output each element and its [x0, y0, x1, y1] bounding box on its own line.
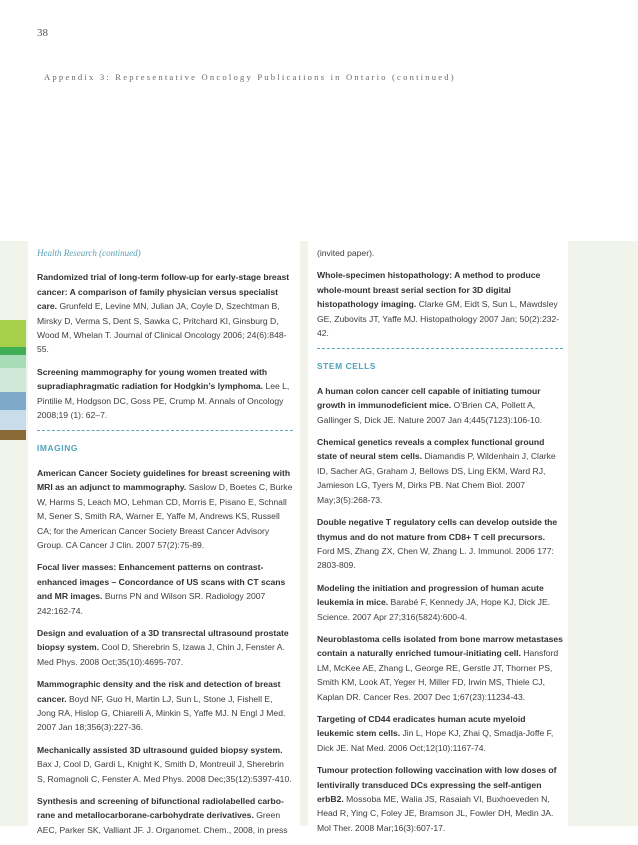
- citation-title: Neuroblastoma cells isolated from bone marrow metastases contain a naturally enriched tumour-initiating cell.: [317, 633, 563, 659]
- citation-title: Tumour protection following vaccination with low doses of lentivirally transduced DCs expressing the self-antigen erbB2.: [317, 765, 557, 804]
- citation-title: Modeling the initiation and progression of human acute leukemia in mice.: [317, 582, 544, 608]
- citation-reference: Cool D, Sherebrin S, Izawa J, Chin J, Fenster A. Med Phys. 2008 Oct;35(10):4695-707.: [37, 642, 285, 667]
- citation-reference: Clarke GM, Eidt S, Sun L, Mawdsley GE, Zubovits JT, Yaffe MJ. Histopathology 2007 Jan; 50(2):232-42.: [317, 299, 560, 339]
- citation-title: Focal liver masses: Enhancement patterns on contrast-enhanced images – Concordance of US scans with CT scans and MR images.: [37, 562, 286, 602]
- citation-title: Design and evaluation of a 3D transrectal ultrasound prostate biopsy system.: [37, 627, 289, 653]
- citation-title: Mechanically assisted 3D ultrasound guided biopsy system.: [37, 744, 283, 755]
- divider: [317, 348, 563, 349]
- citation-entry: [37, 626, 293, 669]
- citation-entry: [317, 268, 563, 340]
- citation-entry: [37, 466, 293, 552]
- continuation-text: (invited paper).: [317, 248, 375, 258]
- citation-title: Whole-specimen histopathology: A method to produce whole-mount breast serial section for 3D digital histopathology imaging.: [317, 270, 541, 310]
- section-heading-stem-cells: STEM CELLS: [317, 361, 377, 372]
- citation-reference: Barabé F, Kennedy JA, Hope KJ, Dick JE. Science. 2007 Apr 27;316(5824):600-4.: [317, 597, 551, 622]
- left-column: [37, 246, 293, 845]
- citation-title: A human colon cancer cell capable of initiating tumour growth in immunodeficient mice.: [317, 385, 541, 411]
- right-entries-b: [317, 384, 563, 835]
- citation-title: Randomized trial of long-term follow-up for early-stage breast cancer: A comparison of family physician versus specialist care.: [37, 272, 290, 312]
- citation-entry: [37, 794, 293, 837]
- citation-title: Synthesis and screening of bifunctional radiolabelled carbo-rane and metallocarborane-carbohydrate derivatives.: [37, 796, 284, 821]
- citation-entry: [37, 560, 293, 618]
- color-stripe-lightgreen: [0, 355, 26, 368]
- citation-entry: [317, 581, 563, 624]
- citation-entry: [37, 270, 293, 356]
- citation-reference: Boyd NF, Guo H, Martin LJ, Sun L, Stone J, Fishell E, Jong RA, Hislop G, Chiarelli A, Minkin S, Yaffe MJ. N Engl J Med. 2007 Jan 18;356(3):227-36.: [37, 693, 286, 733]
- citation-entry: [317, 763, 563, 835]
- divider: [37, 430, 293, 431]
- citation-reference: Saslow D, Boetes C, Burke W, Harms S, Leach MO, Lehman CD, Morris E, Pisano E, Schnall M, Sener S, Smith RA, Warner E, Yaffe M, Andrews KS, Russell CA; for the American Cancer Society Breast Cancer Advisory Group. CA Cancer J Clin. 2007 57(2):75-89.: [37, 482, 293, 550]
- right-column: [317, 246, 563, 843]
- right-entries-a: [317, 268, 563, 340]
- citation-title: Double negative T regulatory cells can develop outside the thymus and do not mature from CD8+ T cell precursors.: [317, 517, 558, 542]
- citation-title: American Cancer Society guidelines for breast screening with MRI as an adjunct to mammography.: [37, 467, 291, 493]
- color-stripe-brown: [0, 430, 26, 440]
- citation-reference: Green AEC, Parker SK, Valliant JF. J. Organomet. Chem., 2008, in press: [37, 810, 288, 835]
- running-head: Health Research (continued): [37, 248, 141, 258]
- color-stripe-paleblue: [0, 410, 26, 430]
- citation-reference: Diamandis P, Wildenhain J, Clarke ID, Sacher AG, Graham J, Bellows DS, Ling EKM, Ward RJ, Jamieson LG, Tyers M, Dirks PB. Nat Chem Biol. 2007 May;3(5):268-73.: [317, 451, 556, 505]
- citation-entry: [37, 365, 293, 423]
- citation-reference: O’Brien CA, Pollett A, Gallinger S, Dick JE. Nature 2007 Jan 4;445(7123):106-10.: [317, 400, 542, 425]
- color-stripe-blue: [0, 392, 26, 410]
- citation-title: Screening mammography for young women treated with supradiaphragmatic radiation for Hodgkin’s lymphoma.: [37, 366, 268, 392]
- section-heading-imaging: IMAGING: [37, 443, 78, 454]
- color-stripe-green: [0, 347, 26, 355]
- citation-entry: [317, 435, 563, 507]
- color-stripe-mint: [0, 368, 26, 392]
- citation-entry: [37, 743, 293, 786]
- citation-reference: Lee L, Pintilie M, Hodgson DC, Goss PE, Crump M. Annals of Oncology 2008;19 (1): 62–7.: [37, 381, 290, 421]
- citation-entry: [317, 632, 563, 704]
- citation-reference: Jin L, Hope KJ, Zhai Q, Smadja-Joffe F, Dick JE. Nat Med. 2006 Oct;12(10):1167-74.: [317, 728, 554, 753]
- left-entries-b: [37, 466, 293, 837]
- citation-reference: Mossoba ME, Walia JS, Rasaiah VI, Buxhoeveden N, Head R, Ying C, Foley JE, Bramson JL, Fowler DH, Medin JA. Mol Ther. 2008 Mar;16(3):607-17.: [317, 794, 554, 833]
- citation-reference: Grunfeld E, Levine MN, Julian JA, Coyle D, Szechtman B, Mirsky D, Verma S, Dent S, Sawka C, Pritchard KI, Ginsburg D, Wood M, Whelan T. Journal of Clinical Oncology 2006; 24(6):848-55.: [37, 301, 287, 355]
- citation-entry: [37, 677, 293, 735]
- citation-title: Mammographic density and the risk and detection of breast cancer.: [37, 679, 281, 704]
- left-entries-a: [37, 270, 293, 422]
- citation-entry: [317, 515, 563, 573]
- citation-entry: [317, 712, 563, 755]
- citation-reference: Ford MS, Zhang ZX, Chen W, Zhang L. J. Immunol. 2006 177: 2803-809.: [317, 545, 554, 571]
- appendix-title: Appendix 3: Representative Oncology Publications in Ontario (continued): [44, 72, 456, 82]
- citation-reference: Burns PN and Wilson SR. Radiology 2007 242:162-74.: [37, 591, 266, 616]
- citation-reference: Hansford LM, McKee AE, Zhang L, George RE, Gerstle JT, Thorner PS, Smith KM, Look AT, Yeger H, Miller FD, Irwin MS, Thiele CJ, Kaplan DR. Cancer Res. 2007 Dec 1;67(23):11234-43.: [317, 648, 559, 702]
- citation-title: Chemical genetics reveals a complex functional ground state of neural stem cells.: [317, 437, 545, 462]
- citation-entry: [317, 384, 563, 427]
- citation-reference: Bax J, Cool D, Gardi L, Knight K, Smith D, Montreuil J, Sherebrin S, Romagnoli C, Fenster A. Med Phys. 2008 Dec;35(12):5397-410.: [37, 759, 292, 784]
- citation-title: Targeting of CD44 eradicates human acute myeloid leukemic stem cells.: [317, 713, 526, 739]
- color-stripe-lime: [0, 320, 26, 347]
- page-number: 38: [37, 27, 48, 39]
